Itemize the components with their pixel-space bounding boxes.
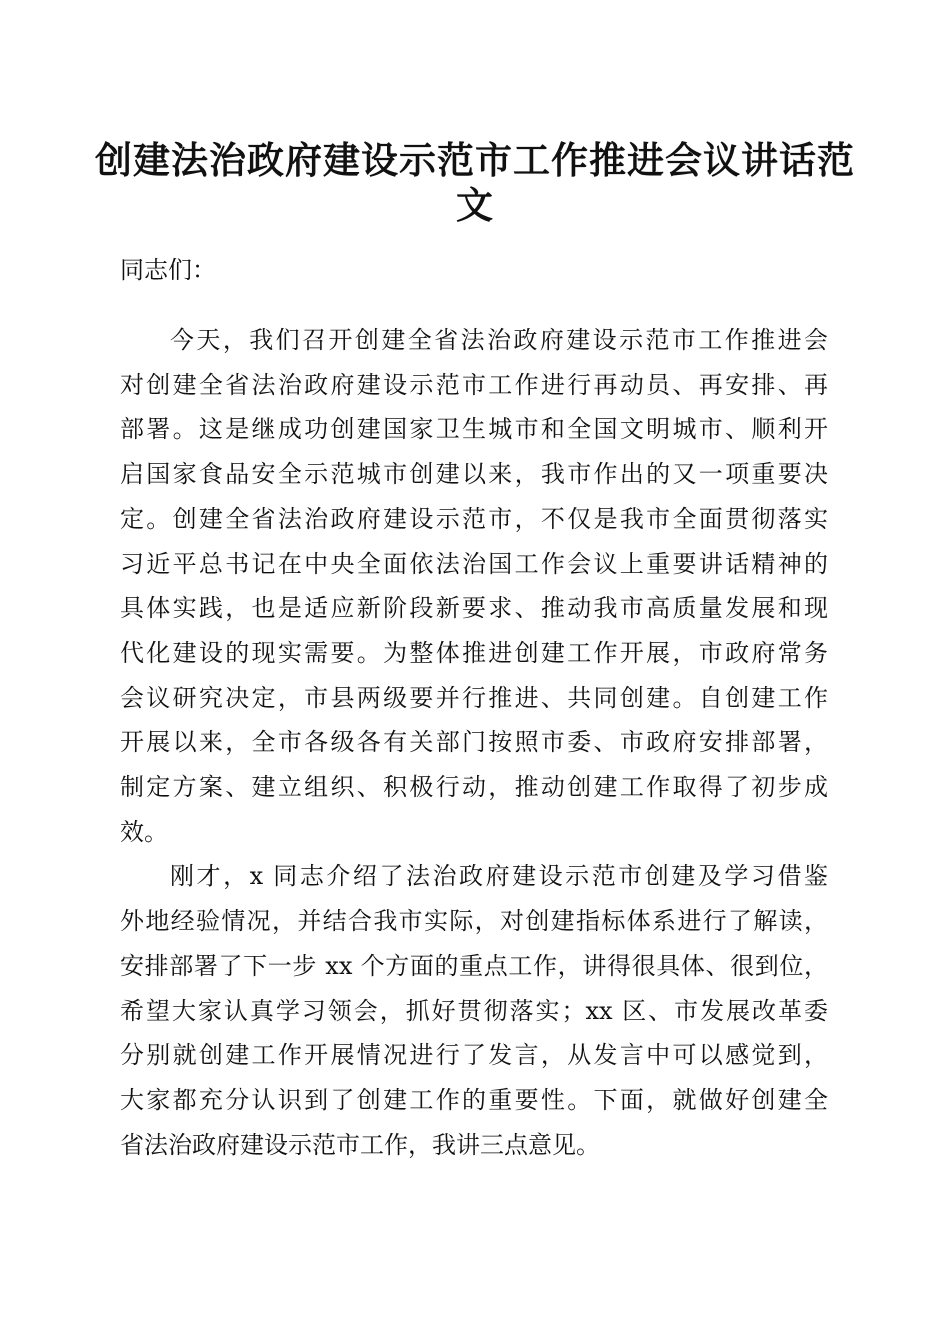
- paragraph-line: 习近平总书记在中央全面依法治国工作会议上重要讲话精神的: [120, 549, 828, 578]
- paragraph-line: 分别就创建工作开展情况进行了发言，从发言中可以感觉到，: [120, 1041, 828, 1070]
- paragraph-line: 今天，我们召开创建全省法治政府建设示范市工作推进会: [170, 326, 828, 354]
- paragraph-line: 启国家食品安全示范城市创建以来，我市作出的又一项重要决: [120, 460, 828, 489]
- paragraph-line: 希望大家认真学习领会，抓好贯彻落实；xx 区、市发展改革委: [120, 996, 828, 1025]
- title-line-1: 创建法治政府建设示范市工作推进会议讲话范: [95, 138, 855, 182]
- paragraph-line: 大家都充分认识到了创建工作的重要性。下面，就做好创建全: [120, 1085, 828, 1114]
- paragraph-line: 安排部署了下一步 xx 个方面的重点工作，讲得很具体、很到位，: [120, 951, 828, 980]
- title-line-2: 文: [456, 183, 494, 227]
- paragraph-line: 开展以来，全市各级各有关部门按照市委、市政府安排部署，: [120, 728, 828, 757]
- paragraph-line: 刚才，x 同志介绍了法治政府建设示范市创建及学习借鉴: [170, 862, 828, 891]
- salutation: 同志们：: [120, 256, 216, 284]
- paragraph-line: 代化建设的现实需要。为整体推进创建工作开展，市政府常务: [120, 638, 828, 667]
- paragraph-line: 效。: [120, 817, 168, 846]
- paragraph-line: 省法治政府建设示范市工作，我讲三点意见。: [120, 1130, 600, 1159]
- paragraph-line: 具体实践，也是适应新阶段新要求、推动我市高质量发展和现: [120, 594, 828, 623]
- paragraph-line: 对创建全省法治政府建设示范市工作进行再动员、再安排、再: [120, 370, 828, 399]
- paragraph-line: 会议研究决定，市县两级要并行推进、共同创建。自创建工作: [120, 683, 828, 712]
- paragraph-line: 定。创建全省法治政府建设示范市，不仅是我市全面贯彻落实: [120, 504, 828, 533]
- paragraph-line: 外地经验情况，并结合我市实际，对创建指标体系进行了解读，: [120, 907, 828, 936]
- paragraph-line: 部署。这是继成功创建国家卫生城市和全国文明城市、顺利开: [120, 415, 828, 444]
- paragraph-line: 制定方案、建立组织、积极行动，推动创建工作取得了初步成: [120, 773, 828, 801]
